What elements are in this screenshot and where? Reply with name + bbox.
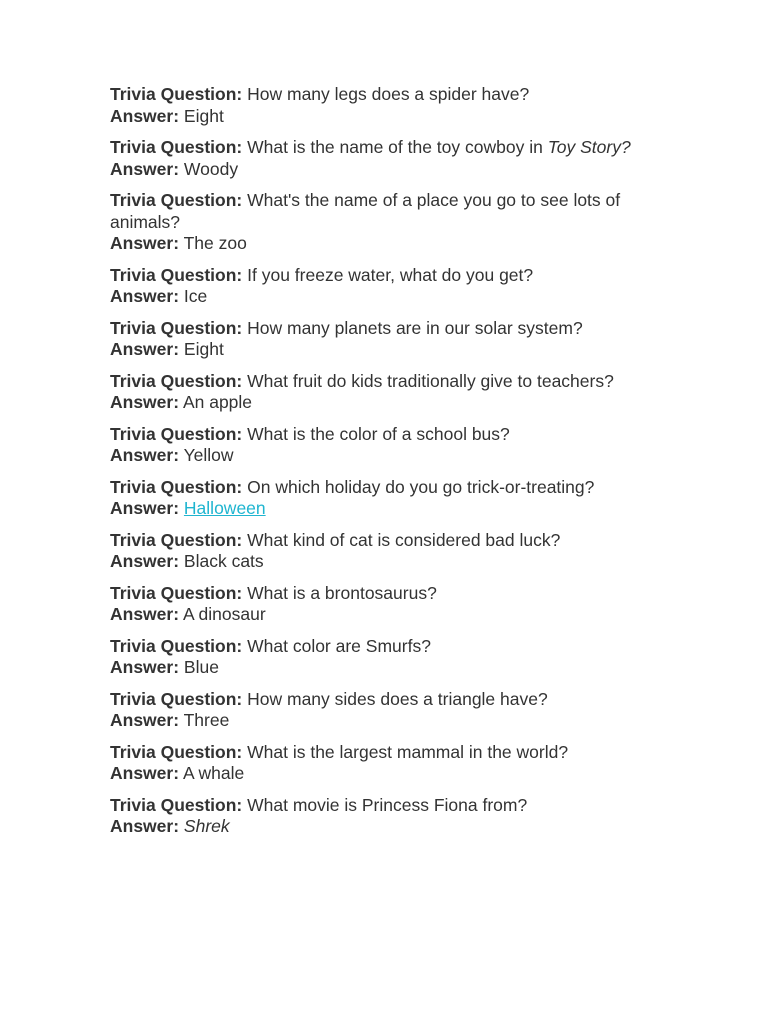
question-label: Trivia Question:: [110, 317, 243, 338]
question-label: Trivia Question:: [110, 582, 243, 603]
question-label: Trivia Question:: [110, 370, 243, 391]
answer-label: Answer:: [110, 286, 180, 306]
answer-label: Answer:: [110, 604, 180, 624]
answer-line: [110, 106, 670, 128]
question-text: What is the color of a school bus?: [247, 423, 510, 444]
question-label: Trivia Question:: [110, 423, 243, 444]
answer-line: [110, 233, 670, 255]
question-line: [110, 636, 670, 658]
answer-label: Answer:: [110, 233, 180, 253]
trivia-item: [110, 583, 670, 626]
question-text: What is the largest mammal in the world?: [247, 741, 569, 762]
question-text: What is the name of the toy cowboy in: [247, 137, 548, 157]
trivia-item: [110, 190, 670, 255]
question-label: Trivia Question:: [110, 794, 243, 815]
trivia-item: [110, 265, 670, 308]
question-label: Trivia Question:: [110, 741, 243, 762]
question-label: Trivia Question:: [110, 635, 243, 656]
question-text: How many planets are in our solar system?: [247, 317, 583, 338]
question-line: [110, 742, 670, 764]
trivia-item: [110, 371, 670, 414]
answer-label: Answer:: [110, 105, 180, 126]
answer-text-italic: Shrek: [183, 816, 230, 836]
question-text: How many legs does a spider have?: [247, 84, 530, 104]
trivia-document: [110, 84, 670, 848]
answer-text: Eight: [183, 339, 224, 359]
question-text: What's the name of a place you go to see lots of animals?: [110, 190, 621, 232]
question-line: [110, 477, 670, 499]
question-line: [110, 137, 670, 159]
question-text: How many sides does a triangle have?: [247, 688, 548, 709]
answer-text: Three: [183, 710, 230, 730]
answer-line: [110, 498, 670, 520]
question-text: What color are Smurfs?: [247, 635, 431, 656]
question-text: What movie is Princess Fiona from?: [247, 794, 528, 815]
trivia-item: [110, 530, 670, 573]
question-line: [110, 424, 670, 446]
question-label: Trivia Question:: [110, 190, 243, 210]
answer-text: Blue: [183, 657, 219, 677]
answer-label: Answer:: [110, 657, 180, 677]
question-line: [110, 795, 670, 817]
answer-text: A whale: [182, 763, 245, 783]
answer-text: Eight: [183, 105, 224, 126]
question-text: On which holiday do you go trick-or-treating?: [247, 476, 595, 497]
trivia-item: [110, 689, 670, 732]
trivia-item: [110, 424, 670, 467]
question-label: Trivia Question:: [110, 84, 243, 104]
answer-text: Woody: [183, 158, 239, 179]
question-label: Trivia Question:: [110, 688, 243, 709]
question-text: What fruit do kids traditionally give to teachers?: [247, 370, 614, 391]
answer-label: Answer:: [110, 445, 180, 465]
answer-label: Answer:: [110, 158, 180, 179]
trivia-item: [110, 137, 670, 180]
question-label: Trivia Question:: [110, 137, 243, 157]
answer-line: [110, 816, 670, 838]
answer-label: Answer:: [110, 763, 180, 783]
trivia-item: [110, 318, 670, 361]
answer-text: The zoo: [183, 233, 247, 253]
question-line: [110, 265, 670, 287]
answer-line: [110, 657, 670, 679]
trivia-item: [110, 795, 670, 838]
answer-line: [110, 159, 670, 181]
answer-line: [110, 551, 670, 573]
question-line: [110, 530, 670, 552]
question-title-italic: Toy Story?: [547, 137, 631, 157]
question-label: Trivia Question:: [110, 476, 243, 497]
trivia-item: [110, 477, 670, 520]
trivia-item: [110, 84, 670, 127]
answer-label: Answer:: [110, 392, 180, 412]
question-line: [110, 318, 670, 340]
answer-line: [110, 392, 670, 414]
answer-line: [110, 604, 670, 626]
answer-label: Answer:: [110, 498, 180, 518]
answer-line: [110, 710, 670, 732]
answer-line: [110, 445, 670, 467]
question-line: [110, 371, 670, 393]
question-text: If you freeze water, what do you get?: [247, 264, 534, 285]
question-text: What kind of cat is considered bad luck?: [247, 529, 561, 550]
question-line: [110, 190, 670, 233]
answer-label: Answer:: [110, 339, 180, 359]
halloween-link[interactable]: Halloween: [183, 498, 266, 518]
trivia-item: [110, 742, 670, 785]
question-line: [110, 583, 670, 605]
answer-label: Answer:: [110, 551, 180, 571]
answer-text: A dinosaur: [182, 604, 266, 624]
answer-label: Answer:: [110, 816, 180, 836]
question-line: [110, 689, 670, 711]
answer-line: [110, 286, 670, 308]
answer-text: Ice: [183, 286, 208, 306]
question-label: Trivia Question:: [110, 529, 243, 550]
question-label: Trivia Question:: [110, 264, 243, 285]
answer-line: [110, 763, 670, 785]
trivia-item: [110, 636, 670, 679]
question-text: What is a brontosaurus?: [247, 582, 437, 603]
answer-text: Yellow: [183, 445, 234, 465]
answer-label: Answer:: [110, 710, 180, 730]
question-line: [110, 84, 670, 106]
answer-text: An apple: [182, 392, 253, 412]
answer-line: [110, 339, 670, 361]
answer-text: Black cats: [183, 551, 264, 571]
